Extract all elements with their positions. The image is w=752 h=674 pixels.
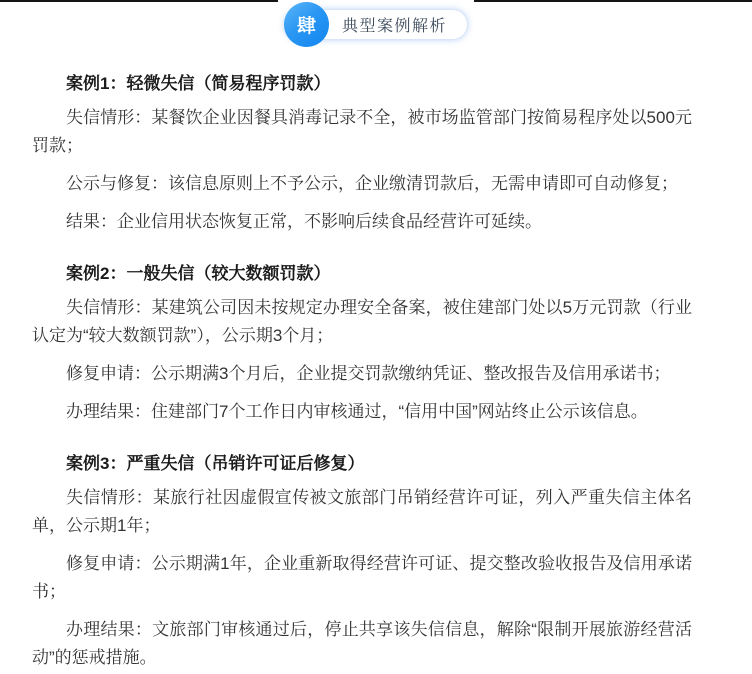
case-2-paragraph: 办理结果：住建部门7个工作日内审核通过，“信用中国”网站终止公示该信息。: [66, 402, 648, 421]
case-section-1: [32, 74, 692, 236]
case-2-paragraph: 失信情形：某建筑公司因未按规定办理安全备案，被住建部门处以5万元罚款（行业认定为“较大数额罚款”），公示期3个月；: [32, 298, 692, 345]
case-3-paragraph: 失信情形：某旅行社因虚假宣传被文旅部门吊销经营许可证，列入严重失信主体名单，公示期1年；: [32, 488, 692, 535]
section-badge-pill: [284, 9, 468, 40]
section-number-icon: 肆: [284, 2, 329, 47]
case-3-paragraph: 修复申请：公示期满1年，企业重新取得经营许可证、提交整改验收报告及信用承诺书；: [32, 554, 692, 601]
case-2-paragraph: 修复申请：公示期满3个月后，企业提交罚款缴纳凭证、整改报告及信用承诺书；: [66, 364, 671, 383]
section-title: 典型案例解析: [341, 18, 448, 35]
case-3-paragraph: 办理结果：文旅部门审核通过后，停止共享该失信信息，解除“限制开展旅游经营活动”的惩戒措施。: [32, 620, 692, 667]
case-1-paragraph: 结果：企业信用状态恢复正常，不影响后续食品经营许可延续。: [66, 212, 542, 231]
section-badge: [278, 0, 474, 48]
case-2-title: 案例2：一般失信（较大数额罚款）: [66, 264, 331, 283]
case-3-title: 案例3：严重失信（吊销许可证后修复）: [66, 454, 365, 473]
article-body: [0, 74, 752, 672]
case-1-paragraph: 失信情形：某餐饮企业因餐具消毒记录不全，被市场监管部门按简易程序处以500元罚款；: [32, 108, 692, 155]
case-1-paragraph: 公示与修复：该信息原则上不予公示，企业缴清罚款后，无需申请即可自动修复；: [66, 174, 678, 193]
case-1-title: 案例1：轻微失信（简易程序罚款）: [66, 74, 331, 93]
section-header: [0, 0, 752, 56]
case-section-3: [32, 454, 692, 672]
case-section-2: [32, 264, 692, 426]
